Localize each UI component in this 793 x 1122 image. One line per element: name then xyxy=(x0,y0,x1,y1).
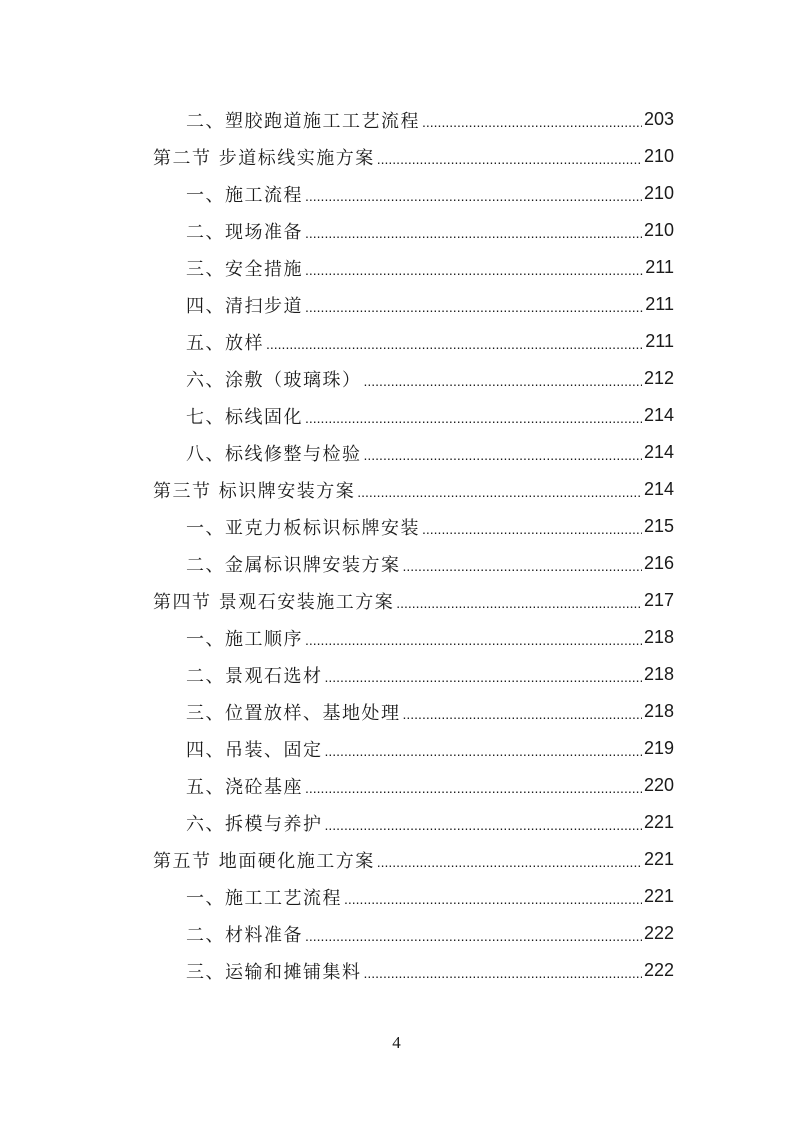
toc-entry-page: 214 xyxy=(643,479,674,499)
toc-entry-title: 一、施工流程 xyxy=(186,184,303,206)
toc-entry-title: 四、清扫步道 xyxy=(186,295,303,317)
toc-entry-title: 二、景观石选材 xyxy=(186,665,323,687)
toc-entry[interactable] xyxy=(186,915,674,952)
toc-entry-page: 219 xyxy=(643,738,674,758)
toc-entry[interactable] xyxy=(153,471,674,508)
toc-leader-dots xyxy=(325,730,642,767)
toc-entry-title: 第二节 步道标线实施方案 xyxy=(153,147,375,169)
toc-entry-page: 217 xyxy=(643,590,674,610)
toc-entry[interactable] xyxy=(186,545,674,582)
toc-leader-dots xyxy=(344,878,642,915)
toc-entry-title: 二、材料准备 xyxy=(186,924,303,946)
toc-entry-page: 218 xyxy=(643,664,674,684)
toc-entry-title: 一、亚克力板标识标牌安装 xyxy=(186,517,420,539)
toc-entry-title: 五、放样 xyxy=(186,332,264,354)
toc-leader-dots xyxy=(305,619,642,656)
toc-entry[interactable] xyxy=(186,878,674,915)
toc-entry[interactable] xyxy=(186,656,674,693)
toc-leader-dots xyxy=(422,101,642,138)
toc-entry[interactable] xyxy=(153,582,674,619)
toc-entry[interactable] xyxy=(186,952,674,989)
toc-entry[interactable] xyxy=(186,397,674,434)
toc-leader-dots xyxy=(377,138,642,175)
toc-entry-page: 214 xyxy=(643,405,674,425)
toc-entry[interactable] xyxy=(186,175,674,212)
toc-entry-title: 二、塑胶跑道施工工艺流程 xyxy=(186,110,420,132)
toc-entry-page: 218 xyxy=(643,701,674,721)
toc-leader-dots xyxy=(325,804,642,841)
toc-leader-dots xyxy=(403,545,642,582)
toc-entry-page: 221 xyxy=(643,812,674,832)
toc-leader-dots xyxy=(422,508,642,545)
toc-entry-page: 212 xyxy=(643,368,674,388)
toc-entry[interactable] xyxy=(153,841,674,878)
toc-entry-page: 211 xyxy=(645,257,674,277)
toc-entry-title: 八、标线修整与检验 xyxy=(186,443,362,465)
toc-leader-dots xyxy=(305,249,643,286)
toc-entry-page: 215 xyxy=(643,516,674,536)
toc-entry-page: 211 xyxy=(645,294,674,314)
toc-entry[interactable] xyxy=(186,323,674,360)
toc-leader-dots xyxy=(305,286,643,323)
toc-entry-title: 一、施工顺序 xyxy=(186,628,303,650)
page-number: 4 xyxy=(392,1033,401,1052)
toc-leader-dots xyxy=(305,212,642,249)
toc-entry[interactable] xyxy=(186,730,674,767)
toc-entry-title: 一、施工工艺流程 xyxy=(186,887,342,909)
toc-entry-title: 二、现场准备 xyxy=(186,221,303,243)
toc-entry-page: 220 xyxy=(643,775,674,795)
toc-leader-dots xyxy=(305,175,642,212)
toc-entry[interactable] xyxy=(153,138,674,175)
toc-leader-dots xyxy=(266,323,643,360)
toc-leader-dots xyxy=(325,656,642,693)
toc-entry-title: 三、安全措施 xyxy=(186,258,303,280)
toc-entry[interactable] xyxy=(186,508,674,545)
toc-leader-dots xyxy=(305,767,642,804)
toc-leader-dots xyxy=(396,582,642,619)
toc-leader-dots xyxy=(357,471,642,508)
toc-leader-dots xyxy=(377,841,642,878)
toc-entry[interactable] xyxy=(186,249,674,286)
toc-entry-title: 第五节 地面硬化施工方案 xyxy=(153,850,375,872)
toc-entry-page: 210 xyxy=(643,220,674,240)
toc-entry-title: 七、标线固化 xyxy=(186,406,303,428)
toc-entry-page: 211 xyxy=(645,331,674,351)
toc-entry-title: 第三节 标识牌安装方案 xyxy=(153,480,356,502)
toc-leader-dots xyxy=(364,360,642,397)
toc-entry-title: 第四节 景观石安装施工方案 xyxy=(153,591,395,613)
toc-entry-title: 五、浇砼基座 xyxy=(186,776,303,798)
toc-entry-title: 六、拆模与养护 xyxy=(186,813,323,835)
toc-entry[interactable] xyxy=(186,286,674,323)
toc-entry[interactable] xyxy=(186,434,674,471)
toc-entry-page: 218 xyxy=(643,627,674,647)
toc-leader-dots xyxy=(305,915,642,952)
toc-entry[interactable] xyxy=(186,360,674,397)
toc-entry-page: 222 xyxy=(643,960,674,980)
toc-entry-title: 二、金属标识牌安装方案 xyxy=(186,554,401,576)
toc-entry-page: 221 xyxy=(643,849,674,869)
toc-entry-page: 210 xyxy=(643,146,674,166)
toc-entry[interactable] xyxy=(186,619,674,656)
toc-entry[interactable] xyxy=(186,767,674,804)
toc-leader-dots xyxy=(364,434,642,471)
toc-entry[interactable] xyxy=(186,693,674,730)
toc-entry-page: 203 xyxy=(643,109,674,129)
toc-entry-title: 三、位置放样、基地处理 xyxy=(186,702,401,724)
toc-entry[interactable] xyxy=(186,804,674,841)
toc-entry-page: 210 xyxy=(643,183,674,203)
toc-entry-page: 222 xyxy=(643,923,674,943)
toc-entry-page: 214 xyxy=(643,442,674,462)
toc-entry-page: 216 xyxy=(643,553,674,573)
toc-leader-dots xyxy=(305,397,642,434)
toc-entry-title: 六、涂敷（玻璃珠） xyxy=(186,369,362,391)
toc-entry-title: 三、运输和摊铺集料 xyxy=(186,961,362,983)
toc-leader-dots xyxy=(403,693,642,730)
toc-leader-dots xyxy=(364,952,642,989)
toc-entry-title: 四、吊装、固定 xyxy=(186,739,323,761)
toc-entry[interactable] xyxy=(186,212,674,249)
toc-entry[interactable] xyxy=(186,101,674,138)
toc-entry-page: 221 xyxy=(643,886,674,906)
